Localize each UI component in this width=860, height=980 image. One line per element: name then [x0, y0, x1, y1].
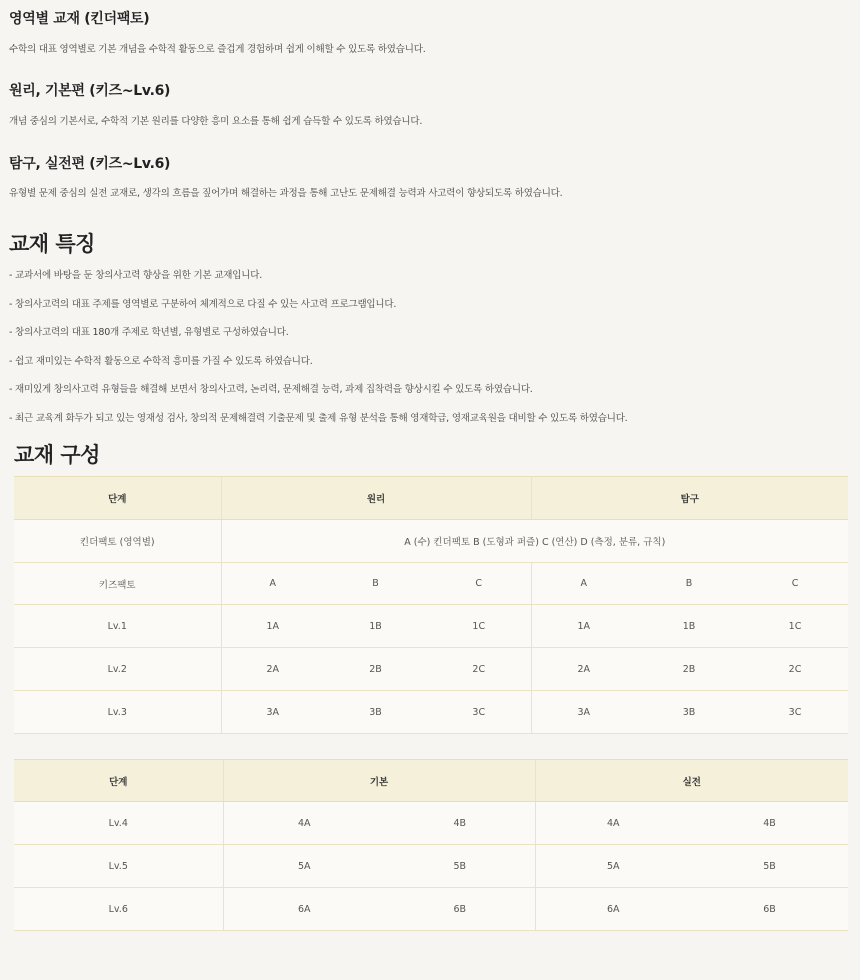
table-cell: 6A [223, 888, 385, 931]
table-cell: A [221, 563, 324, 605]
table-row [14, 520, 848, 563]
table-cell: 1B [636, 605, 742, 648]
table-cell: A [531, 563, 636, 605]
table-cell: 4B [385, 802, 535, 845]
row-label: 킨더팩토 (영역별) [14, 520, 221, 563]
table-cell: C [742, 563, 848, 605]
header-practice: 실전 [535, 760, 848, 802]
intro-section-advanced [9, 153, 170, 173]
table-cell: 3A [221, 691, 324, 734]
table-row [14, 802, 848, 845]
feature-item: - 쉽고 재미있는 수학적 활동으로 수학적 흥미를 가질 수 있도록 하였습니다. [9, 356, 313, 367]
row-label: Lv.5 [14, 845, 223, 888]
table-cell: 2C [742, 648, 848, 691]
table-row [14, 845, 848, 888]
row-label: Lv.6 [14, 888, 223, 931]
table-cell: B [324, 563, 427, 605]
section-description: 개념 중심의 기본서로, 수학적 기본 원리를 다양한 흥미 요소를 통해 쉽게 습득할 수 있도록 하였습니다. [9, 116, 423, 127]
intro-section-kinder [9, 8, 149, 28]
table-cell: 4A [535, 802, 691, 845]
table-cell: 5A [223, 845, 385, 888]
header-stage: 단계 [14, 760, 223, 802]
table-cell: 2B [324, 648, 427, 691]
table-cell: 1B [324, 605, 427, 648]
header-basic: 기본 [223, 760, 535, 802]
table-cell: B [636, 563, 742, 605]
feature-item: - 창의사고력의 대표 180개 주제로 학년별, 유형별로 구성하였습니다. [9, 327, 289, 338]
table-cell: 3B [324, 691, 427, 734]
table-row [14, 563, 848, 605]
table-cell: 1C [427, 605, 531, 648]
table-cell: 2C [427, 648, 531, 691]
composition-heading: 교재 구성 [14, 443, 100, 467]
section-title: 원리, 기본편 (키즈~Lv.6) [9, 83, 171, 99]
kinder-value: A (수) 킨더팩토 B (도형과 퍼즐) C (연산) D (측정, 분류, 규칙) [221, 520, 848, 563]
section-description: 수학의 대표 영역별로 기본 개념을 수학적 활동으로 즐겁게 경험하며 쉽게 이해할 수 있도록 하였습니다. [9, 44, 426, 55]
header-principle: 원리 [221, 477, 531, 520]
table-cell: 2A [221, 648, 324, 691]
table-cell: 4B [691, 802, 848, 845]
table-cell: 5B [385, 845, 535, 888]
table-cell: 1A [221, 605, 324, 648]
table-row [14, 691, 848, 734]
table-cell: 3B [636, 691, 742, 734]
features-heading: 교재 특징 [9, 232, 95, 256]
table-cell: 2B [636, 648, 742, 691]
feature-item: - 교과서에 바탕을 둔 창의사고력 향상을 위한 기본 교재입니다. [9, 270, 263, 281]
section-title: 영역별 교재 (킨더팩토) [9, 11, 150, 27]
table-row [14, 605, 848, 648]
table-cell: 3C [427, 691, 531, 734]
row-label: 키즈팩토 [14, 563, 221, 605]
table-row [14, 888, 848, 931]
row-label: Lv.2 [14, 648, 221, 691]
header-inquiry: 탐구 [531, 477, 848, 520]
table-cell: 3A [531, 691, 636, 734]
section-title: 탐구, 실전편 (키즈~Lv.6) [9, 156, 171, 172]
intro-section-basic [9, 80, 170, 100]
table-cell: 3C [742, 691, 848, 734]
table-cell: 2A [531, 648, 636, 691]
header-stage: 단계 [14, 477, 221, 520]
feature-item: - 최근 교육계 화두가 되고 있는 영재성 검사, 창의적 문제해결력 기출문제 및 출제 유형 분석을 통해 영재학급, 영재교육원을 대비할 수 있도록 하였습니다. [9, 413, 628, 424]
table-cell: 1C [742, 605, 848, 648]
row-label: Lv.1 [14, 605, 221, 648]
table-cell: 5A [535, 845, 691, 888]
table-cell: 6B [691, 888, 848, 931]
row-label: Lv.3 [14, 691, 221, 734]
feature-item: - 창의사고력의 대표 주제를 영역별로 구분하여 체계적으로 다질 수 있는 사고력 프로그램입니다. [9, 299, 397, 310]
row-label: Lv.4 [14, 802, 223, 845]
table-cell: C [427, 563, 531, 605]
section-description: 유형별 문제 중심의 실전 교재로, 생각의 흐름을 짚어가며 해결하는 과정을 통해 고난도 문제해결 능력과 사고력이 향상되도록 하였습니다. [9, 188, 563, 199]
feature-item: - 재미있게 창의사고력 유형들을 해결해 보면서 창의사고력, 논리력, 문제해결 능력, 과제 집착력을 향상시킬 수 있도록 하였습니다. [9, 384, 533, 395]
composition-table-2 [14, 759, 848, 931]
table-row [14, 648, 848, 691]
table-cell: 6B [385, 888, 535, 931]
table-cell: 4A [223, 802, 385, 845]
table-cell: 1A [531, 605, 636, 648]
table-cell: 5B [691, 845, 848, 888]
table-cell: 6A [535, 888, 691, 931]
composition-table-1 [14, 476, 848, 734]
